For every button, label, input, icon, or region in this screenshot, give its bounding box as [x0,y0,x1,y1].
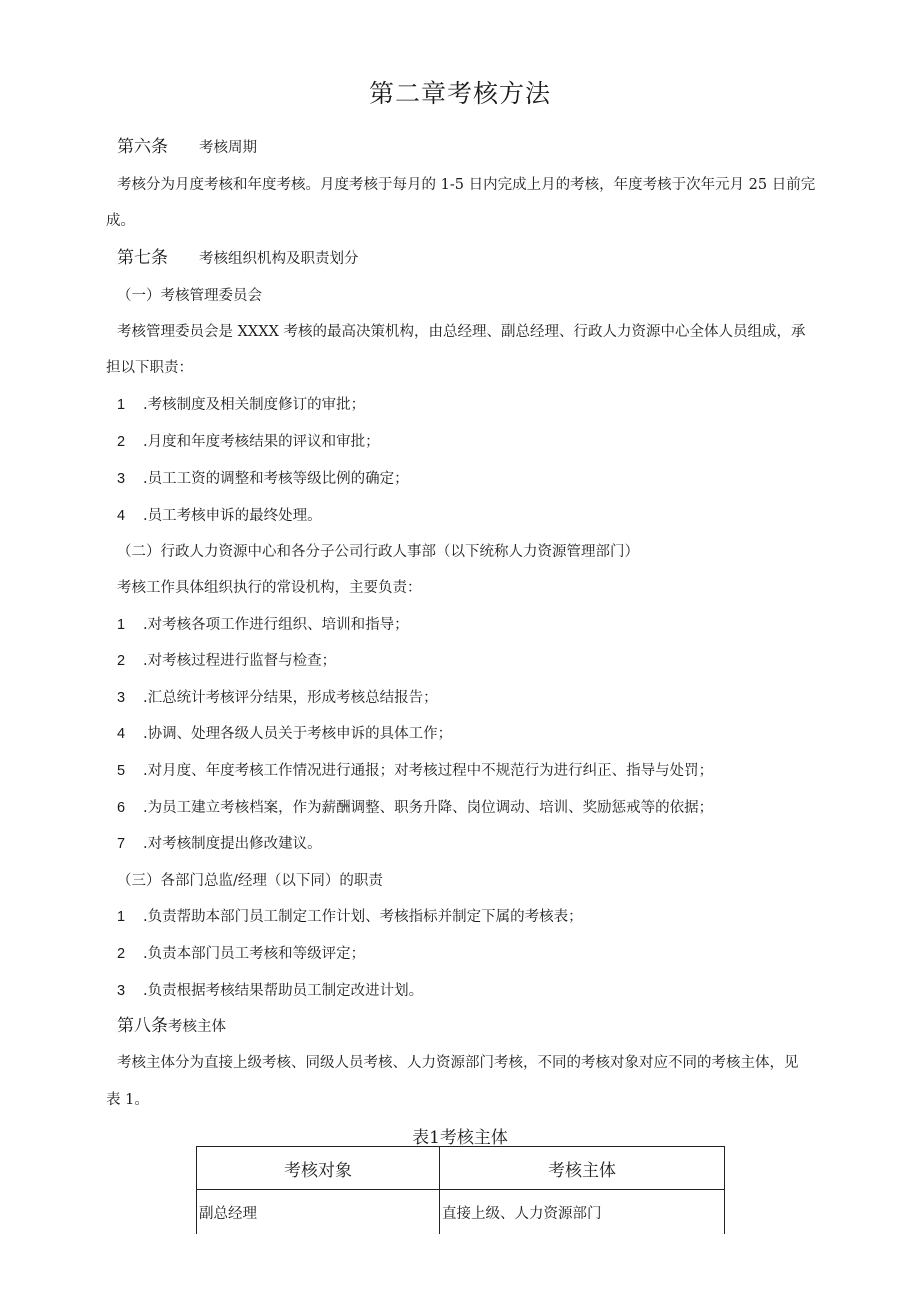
section-2-item [117,761,713,781]
article-7-label: 第七条 [117,248,168,268]
item-text: .对考核过程进行监督与检查； [143,653,337,669]
item-text: .员工考核申诉的最终处理。 [143,508,322,524]
item-text: .考核制度及相关制度修订的审批； [143,397,366,413]
item-number: 3 [117,983,126,999]
article-8-body-line2: 表 1。 [106,1092,149,1108]
item-number: 3 [117,471,126,487]
table-header-row [197,1147,725,1190]
item-number: 3 [117,690,126,706]
item-number: 4 [117,726,126,742]
section-2-title: （二）行政人力资源中心和各分子公司行政人事部（以下统称人力资源管理部门） [117,544,639,560]
item-text: .为员工建立考核档案，作为薪酬调整、职务升降、岗位调动、培训、奖励惩戒等的依据； [143,800,714,816]
article-8-heading: 考核主体 [168,1019,226,1035]
table-row [197,1190,725,1235]
item-text: .对月度、年度考核工作情况进行通报；对考核过程中不规范行为进行纠正、指导与处罚； [143,763,714,779]
section-1-intro-line2: 担以下职责： [106,360,193,376]
item-number: 4 [117,508,126,524]
section-2-item [117,724,452,744]
section-3-item [117,944,365,964]
article-8-body-line1: 考核主体分为直接上级考核、同级人员考核、人力资源部门考核，不同的考核对象对应不同的考核主体，见 [117,1055,799,1071]
section-2-intro: 考核工作具体组织执行的常设机构，主要负责： [117,580,422,596]
section-2-item [117,834,322,854]
article-7-header [117,248,359,269]
item-text: .对考核各项工作进行组织、培训和指导； [143,617,409,633]
item-text: .负责本部门员工考核和等级评定； [143,946,366,962]
section-2-item [117,651,336,671]
section-1-item [117,432,380,452]
article-6-heading: 考核周期 [199,140,257,156]
section-3-item [117,907,583,927]
item-number: 6 [117,800,126,816]
section-3-item [117,981,423,1001]
chapter-title: 第二章考核方法 [368,79,551,108]
article-7-heading: 考核组织机构及职责划分 [199,251,359,267]
item-number: 2 [117,434,126,450]
item-number: 7 [117,836,126,852]
article-8-header [117,1016,226,1037]
section-2-item [117,688,438,708]
section-1-item [117,469,409,489]
item-number: 2 [117,946,126,962]
article-6-body-line2: 成。 [106,213,135,229]
article-8-label: 第八条 [117,1016,168,1036]
item-number: 1 [117,397,126,413]
table-cell: 直接上级、人力资源部门 [440,1190,725,1235]
item-number: 1 [117,617,126,633]
item-text: .负责根据考核结果帮助员工制定改进计划。 [143,983,424,999]
item-number: 1 [117,909,126,925]
item-text: .汇总统计考核评分结果，形成考核总结报告； [143,690,438,706]
section-2-item [117,798,713,818]
item-text: .对考核制度提出修改建议。 [143,836,322,852]
table-header-cell: 考核对象 [197,1147,440,1190]
item-text: .协调、处理各级人员关于考核申诉的具体工作； [143,726,453,742]
article-6-label: 第六条 [117,137,168,157]
article-6-body-line1: 考核分为月度考核和年度考核。月度考核于每月的 1-5 日内完成上月的考核，年度考核于次年元月 25 日前完 [117,177,816,193]
item-number: 2 [117,653,126,669]
item-text: .员工工资的调整和考核等级比例的确定； [143,471,409,487]
section-1-intro-line1: 考核管理委员会是 XXXX 考核的最高决策机构，由总经理、副总经理、行政人力资源中心全体人员组成，承 [117,324,806,340]
table-cell: 副总经理 [197,1190,440,1235]
item-text: .负责帮助本部门员工制定工作计划、考核指标并制定下属的考核表； [143,909,583,925]
table-header-cell: 考核主体 [440,1147,725,1190]
article-6-header [117,137,257,158]
section-2-item [117,615,409,635]
section-1-item [117,395,365,415]
table-1 [196,1146,725,1234]
section-3-title: （三）各部门总监/经理（以下同）的职责 [117,873,383,889]
table-1-caption: 表1考核主体 [412,1128,508,1148]
item-number: 5 [117,763,126,779]
section-1-title: （一）考核管理委员会 [117,288,262,304]
item-text: .月度和年度考核结果的评议和审批； [143,434,380,450]
section-1-item [117,506,322,526]
